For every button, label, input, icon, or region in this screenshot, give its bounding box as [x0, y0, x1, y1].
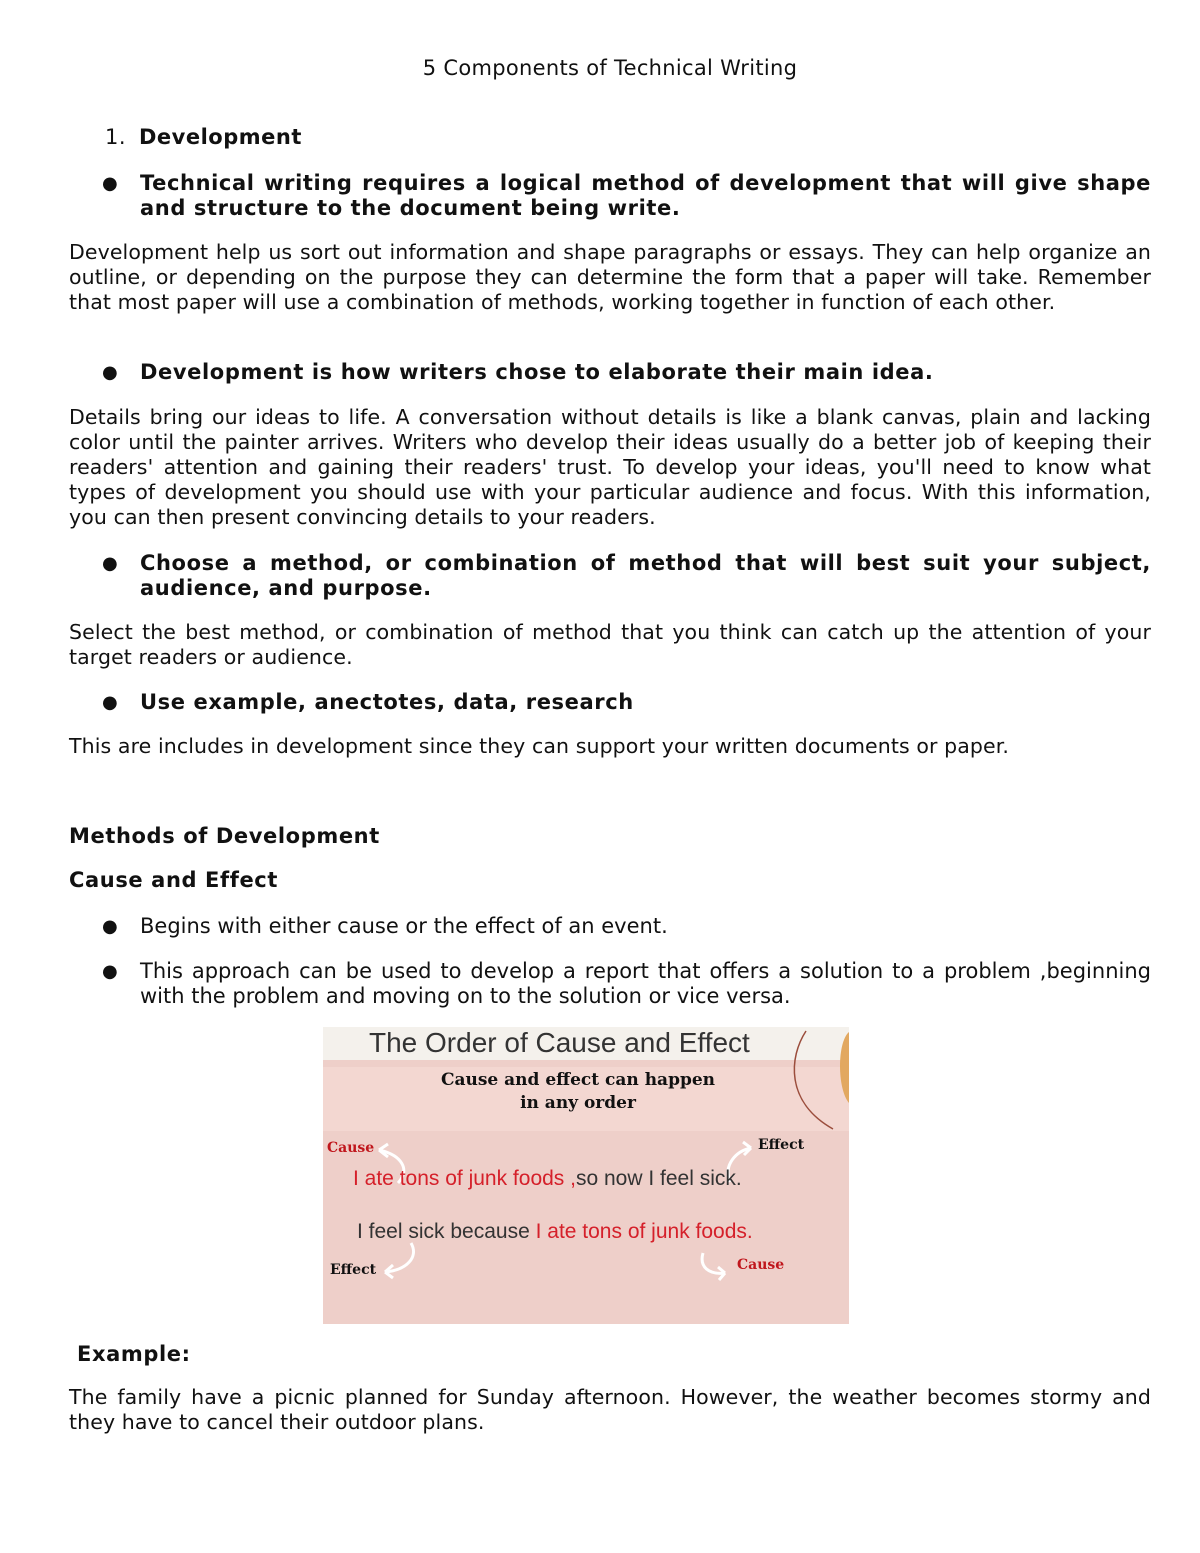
bullet-icon: ●: [102, 362, 118, 383]
label-effect-bottom: Effect: [330, 1262, 377, 1278]
bullet-item: [69, 171, 1151, 221]
bullet-item: [69, 360, 1151, 385]
bullet-text: Begins with either cause or the effect of an event.: [140, 914, 668, 938]
section-heading: [105, 125, 302, 149]
sentence-two-effect: I feel sick because: [357, 1220, 536, 1243]
sentence-two-cause: I ate tons of junk foods.: [535, 1220, 753, 1243]
sentence-two: [357, 1220, 753, 1244]
bullet-text: Use example, anectotes, data, research: [140, 690, 634, 714]
bullet-icon: ●: [102, 692, 118, 713]
label-effect-top: Effect: [758, 1137, 805, 1153]
figure-subtitle-line2: in any order: [520, 1093, 636, 1113]
sentence-one-effect: so now I feel sick.: [575, 1167, 742, 1190]
figure-subtitle-line1: Cause and effect can happen: [440, 1070, 716, 1090]
section-label: Development: [139, 125, 302, 149]
bullet-icon: ●: [102, 553, 118, 574]
brown-curve: [794, 1031, 833, 1129]
cause-effect-figure: [323, 1027, 849, 1324]
bullet-item: [69, 959, 1151, 1009]
methods-heading: Methods of Development: [69, 824, 380, 848]
bullet-item: [69, 914, 1151, 939]
paragraph: Development help us sort out information and shape paragraphs or essays. They can help organize an outline, or depending on the purpose they can determine the form that a paper will take. Remember that most paper will use a combination of methods, working together in function of each other.: [69, 240, 1151, 314]
bullet-icon: ●: [102, 961, 118, 982]
bullet-icon: ●: [102, 916, 118, 937]
orange-crescent: [840, 1032, 849, 1103]
paragraph: Details bring our ideas to life. A conversation without details is like a blank canvas, plain and lacking color until the painter arrives. Writers who develop their ideas usually do a better job of keeping their readers' attention and gaining their readers' trust. To develop your ideas, you'll need to know what types of development you should use with your particular audience and focus. With this information, you can then present convincing details to your readers.: [69, 405, 1151, 529]
bullet-item: [69, 690, 1151, 715]
example-heading: Example:: [77, 1342, 191, 1366]
bullet-text: Development is how writers chose to elaborate their main idea.: [140, 360, 934, 384]
page-title: 5 Components of Technical Writing: [422, 56, 798, 80]
section-number: 1.: [105, 125, 127, 149]
bullet-item: [69, 551, 1151, 601]
bullet-text: Choose a method, or combination of method that will best suit your subject, audience, and purpose.: [140, 551, 1151, 600]
example-text: The family have a picnic planned for Sunday afternoon. However, the weather becomes stormy and they have to cancel their outdoor plans.: [69, 1385, 1151, 1434]
bullet-icon: ●: [102, 173, 118, 194]
sentence-one: [353, 1167, 742, 1191]
label-cause-top: Cause: [327, 1140, 375, 1156]
paragraph: This are includes in development since they can support your written documents or paper.: [69, 734, 1009, 758]
bullet-text: Technical writing requires a logical method of development that will give shape and structure to the document being write.: [140, 171, 1151, 220]
figure-title: The Order of Cause and Effect: [369, 1027, 750, 1058]
paragraph: Select the best method, or combination of method that you think can catch up the attention of your target readers or audience.: [69, 620, 1151, 669]
sentence-one-cause: I ate tons of junk foods ,: [353, 1167, 576, 1190]
label-cause-bottom: Cause: [737, 1257, 785, 1273]
cause-effect-heading: Cause and Effect: [69, 868, 278, 892]
bullet-text: This approach can be used to develop a report that offers a solution to a problem ,beginning with the problem and moving on to the solution or vice versa.: [140, 959, 1151, 1008]
